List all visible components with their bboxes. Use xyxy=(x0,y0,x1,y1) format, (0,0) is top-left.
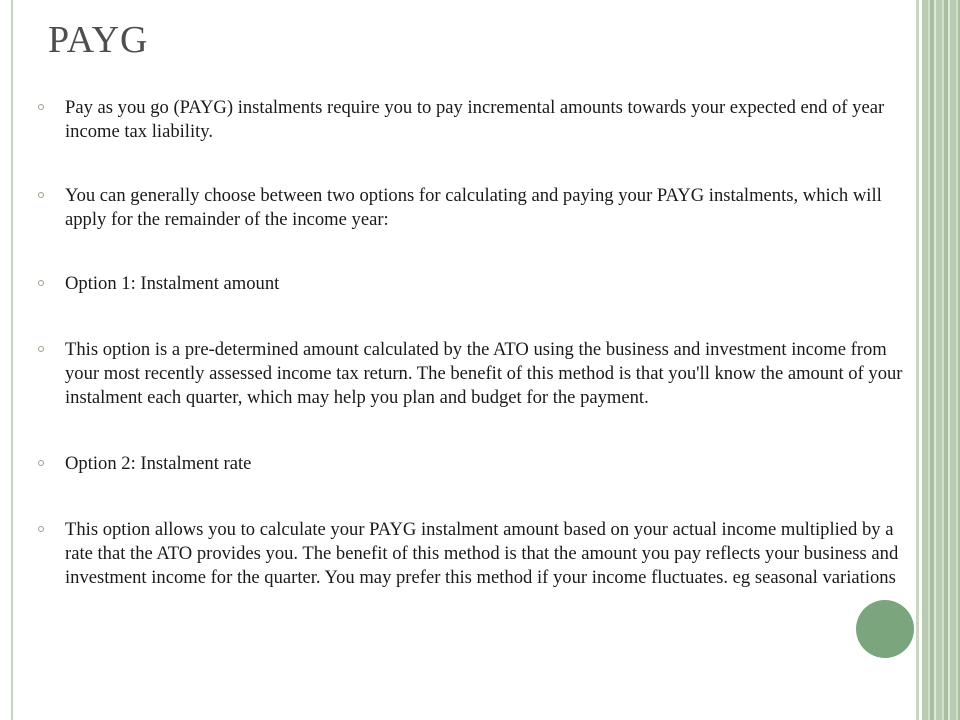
bullet-icon xyxy=(38,526,44,532)
slide-title: PAYG xyxy=(48,19,149,61)
bullet-text: This option allows you to calculate your PAYG instalment amount based on your actual income multiplied by a rate that the ATO provides you. The benefit of this method is that the amount you pay reflects your business and investment income for the quarter. You may prefer this method if your income fluctuates. eg seasonal variations xyxy=(65,519,899,588)
bullet-item xyxy=(38,338,912,410)
bullet-text: This option is a pre-determined amount calculated by the ATO using the business and investment income from your most recently assessed income tax return. The benefit of this method is that you'll know the amount of your instalment each quarter, which may help you plan and budget for the payment. xyxy=(65,339,903,408)
bullet-item xyxy=(38,518,912,590)
bullet-list xyxy=(38,96,912,590)
bullet-text: Option 1: Instalment amount xyxy=(65,273,280,294)
bullet-item xyxy=(38,452,912,476)
slide-left-border xyxy=(11,0,13,720)
bullet-icon xyxy=(38,460,44,466)
decorative-side-band xyxy=(922,0,960,720)
bullet-icon xyxy=(38,346,44,352)
decorative-circle xyxy=(856,600,914,658)
bullet-icon xyxy=(38,192,44,198)
bullet-icon xyxy=(38,104,44,110)
slide-right-border xyxy=(916,0,919,720)
bullet-text: Option 2: Instalment rate xyxy=(65,453,252,474)
bullet-item xyxy=(38,184,912,232)
bullet-item xyxy=(38,96,912,144)
bullet-text: You can generally choose between two options for calculating and paying your PAYG instalments, which will apply for the remainder of the income year: xyxy=(65,185,882,230)
bullet-icon xyxy=(38,280,44,286)
bullet-item xyxy=(38,272,912,296)
bullet-text: Pay as you go (PAYG) instalments require you to pay incremental amounts towards your expected end of year income tax liability. xyxy=(65,97,885,142)
